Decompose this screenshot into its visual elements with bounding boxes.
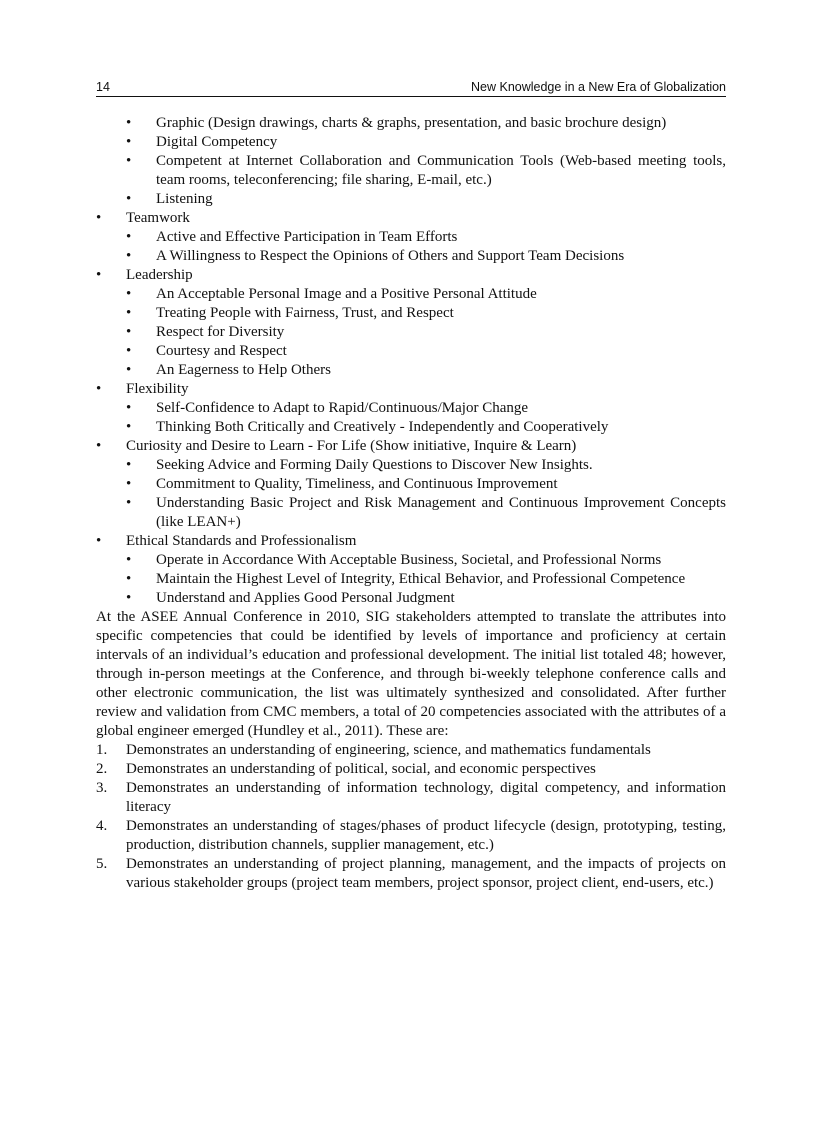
sub-list-item-text: Understanding Basic Project and Risk Management and Continuous Improvement Concepts (like LEAN+) xyxy=(156,495,726,530)
bullet-icon: • xyxy=(126,286,132,302)
bullet-icon: • xyxy=(96,438,102,454)
competency-text: Demonstrates an understanding of project planning, management, and the impacts of projects on various stakeholder groups (project team members, project sponsor, project client, end-users, etc.) xyxy=(126,856,726,891)
running-header xyxy=(96,78,726,97)
sub-list-item xyxy=(126,551,726,570)
sub-list-item xyxy=(126,342,726,361)
bullet-icon: • xyxy=(96,381,102,397)
competency-number: 5. xyxy=(96,856,108,872)
attribute-item-text: Teamwork xyxy=(126,210,190,226)
bullet-icon: • xyxy=(126,571,132,587)
sub-list-item-text: Graphic (Design drawings, charts & graphs, presentation, and basic brochure design) xyxy=(156,115,667,131)
bullet-icon: • xyxy=(126,191,132,207)
sub-list xyxy=(126,285,726,380)
sub-list-item xyxy=(126,228,726,247)
competency-item xyxy=(96,779,726,817)
sub-list-item-text: Respect for Diversity xyxy=(156,324,285,340)
bullet-icon: • xyxy=(126,590,132,606)
attribute-item-text: Leadership xyxy=(126,267,193,283)
sub-list-item-text: Active and Effective Participation in Team Efforts xyxy=(156,229,458,245)
competency-number: 1. xyxy=(96,742,108,758)
sub-list-item-text: Operate in Accordance With Acceptable Business, Societal, and Professional Norms xyxy=(156,552,662,568)
sub-list-item xyxy=(126,361,726,380)
bullet-icon: • xyxy=(96,210,102,226)
sub-list-item xyxy=(126,570,726,589)
sub-list-item-text: Thinking Both Critically and Creatively - Independently and Cooperatively xyxy=(156,419,609,435)
sub-list-item xyxy=(126,456,726,475)
sub-list-item-text: Listening xyxy=(156,191,213,207)
attribute-list-main xyxy=(96,209,726,608)
competency-text: Demonstrates an understanding of stages/phases of product lifecycle (design, prototyping, testing, production, distribution channels, supplier management, etc.) xyxy=(126,818,726,853)
sub-list-item-text: An Eagerness to Help Others xyxy=(156,362,331,378)
sub-list-item-text: Maintain the Highest Level of Integrity, Ethical Behavior, and Professional Competence xyxy=(156,571,686,587)
attribute-item xyxy=(96,532,726,608)
attribute-item xyxy=(96,380,726,437)
competency-item xyxy=(96,855,726,893)
attribute-item-text: Ethical Standards and Professionalism xyxy=(126,533,357,549)
page-number: 14 xyxy=(96,80,110,94)
sub-list-item-text: Treating People with Fairness, Trust, and Respect xyxy=(156,305,454,321)
bullet-icon: • xyxy=(126,476,132,492)
competency-text: Demonstrates an understanding of engineering, science, and mathematics fundamentals xyxy=(126,742,651,758)
sub-list-item xyxy=(126,133,726,152)
attribute-item-text: Curiosity and Desire to Learn - For Life (Show initiative, Inquire & Learn) xyxy=(126,438,577,454)
sub-list-item-text: Competent at Internet Collaboration and Communication Tools (Web-based meeting tools, team rooms, teleconferencing; file sharing, E-mail, etc.) xyxy=(156,153,726,188)
sub-list-item-text: Courtesy and Respect xyxy=(156,343,287,359)
sub-list-item xyxy=(126,114,726,133)
attribute-item xyxy=(96,437,726,532)
bullet-icon: • xyxy=(126,324,132,340)
bullet-icon: • xyxy=(126,229,132,245)
bullet-icon: • xyxy=(126,419,132,435)
bullet-icon: • xyxy=(126,343,132,359)
bullet-icon: • xyxy=(96,533,102,549)
bullet-icon: • xyxy=(126,305,132,321)
competency-text: Demonstrates an understanding of political, social, and economic perspectives xyxy=(126,761,596,777)
sub-list-item xyxy=(126,418,726,437)
sub-list xyxy=(126,228,726,266)
attribute-item-text: Flexibility xyxy=(126,381,189,397)
sub-list-item xyxy=(126,285,726,304)
sub-list-item-text: A Willingness to Respect the Opinions of Others and Support Team Decisions xyxy=(156,248,625,264)
competency-list xyxy=(96,741,726,893)
attribute-item xyxy=(96,266,726,380)
bullet-icon: • xyxy=(126,362,132,378)
competency-number: 3. xyxy=(96,780,108,796)
competency-item xyxy=(96,817,726,855)
book-page xyxy=(96,78,726,893)
body-paragraph: At the ASEE Annual Conference in 2010, SIG stakeholders attempted to translate the attributes into specific competencies that could be identified by levels of importance and proficiency at certain intervals of an individual’s education and professional development. The initial list totaled 48; however, through in-person meetings at the Conference, and through bi-weekly telephone conference calls and other electronic communication, the list was ultimately synthesized and consolidated. After further review and validation from CMC members, a total of 20 competencies associated with the attributes of a global engineer emerged (Hundley et al., 2011). These are: xyxy=(96,609,726,739)
sub-list-item xyxy=(126,152,726,190)
bullet-icon: • xyxy=(126,457,132,473)
sub-list-item xyxy=(126,190,726,209)
competency-text: Demonstrates an understanding of information technology, digital competency, and information literacy xyxy=(126,780,726,815)
sub-list-item xyxy=(126,304,726,323)
attribute-list xyxy=(96,114,726,209)
sub-list-item-text: Self-Confidence to Adapt to Rapid/Continuous/Major Change xyxy=(156,400,529,416)
sub-list-item-text: Commitment to Quality, Timeliness, and Continuous Improvement xyxy=(156,476,558,492)
bullet-icon: • xyxy=(96,267,102,283)
running-title: New Knowledge in a New Era of Globalization xyxy=(471,80,726,94)
sub-list-item xyxy=(126,247,726,266)
sub-list xyxy=(126,456,726,532)
bullet-icon: • xyxy=(126,134,132,150)
sub-list-item xyxy=(126,323,726,342)
sub-list-item-text: An Acceptable Personal Image and a Positive Personal Attitude xyxy=(156,286,537,302)
sub-list xyxy=(126,551,726,608)
attribute-continued xyxy=(96,114,726,209)
sub-list-item xyxy=(126,589,726,608)
competency-number: 4. xyxy=(96,818,108,834)
competency-number: 2. xyxy=(96,761,108,777)
attribute-item xyxy=(96,209,726,266)
sub-list-item xyxy=(126,399,726,418)
sub-list-item-text: Understand and Applies Good Personal Judgment xyxy=(156,590,455,606)
page-body xyxy=(96,114,726,893)
sub-list-item-text: Seeking Advice and Forming Daily Questions to Discover New Insights. xyxy=(156,457,593,473)
bullet-icon: • xyxy=(126,552,132,568)
bullet-icon: • xyxy=(126,495,132,511)
sub-list-item xyxy=(126,475,726,494)
bullet-icon: • xyxy=(126,115,132,131)
sub-list-item-text: Digital Competency xyxy=(156,134,278,150)
bullet-icon: • xyxy=(126,400,132,416)
sub-list xyxy=(126,114,726,209)
sub-list xyxy=(126,399,726,437)
bullet-icon: • xyxy=(126,153,132,169)
bullet-icon: • xyxy=(126,248,132,264)
competency-item xyxy=(96,741,726,760)
competency-item xyxy=(96,760,726,779)
sub-list-item xyxy=(126,494,726,532)
